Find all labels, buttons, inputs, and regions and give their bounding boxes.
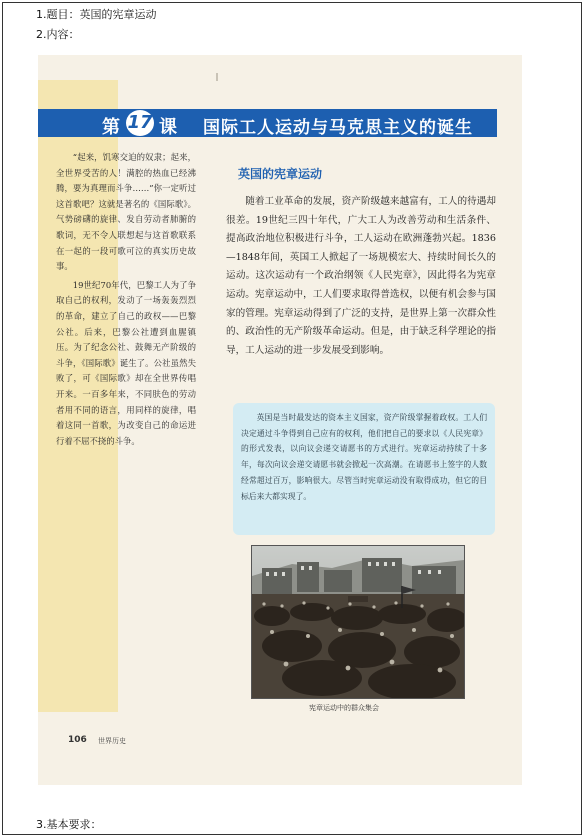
info-box-text: [241, 410, 487, 504]
lesson-number-badge: 17: [126, 110, 154, 136]
image-caption: 宪章运动中的群众集会: [309, 704, 379, 712]
intro-paragraph: “起来，饥寒交迫的奴隶；起来，全世界受苦的人！满腔的热血已经沸腾，要为真理而斗争……”你一定听过这首歌吧？这就是著名的《国际歌》。气势磅礴的旋律、发自劳动者肺腑的歌词，无不令人联想起与这首歌联系在一起的一段可歌可泣的真实历史故事。: [56, 152, 196, 272]
book-name: 世界历史: [98, 737, 126, 745]
section-title: 英国的宪章运动: [238, 167, 323, 181]
lesson-suffix: 课: [159, 117, 177, 138]
lesson-banner: [38, 109, 497, 137]
topic-line: 1.题目：英国的宪章运动: [36, 8, 157, 21]
chartist-rally-illustration: [251, 545, 465, 699]
lesson-prefix: 第: [102, 117, 120, 138]
intro-paragraph: 19世纪70年代，巴黎工人为了争取自己的权利，发动了一场轰轰烈烈的革命，建立了自己的政权——巴黎公社。后来，巴黎公社遭到血腥镇压。为了纪念公社、鼓舞无产阶级的斗争，《国际歌》诞生了。公社虽然失败了，可《国际歌》却在全世界传唱开来。一百多年来，不同肤色的劳动者用不同的语言，用同样的旋律，唱着这同一首歌，为改变自己的命运进行着不屈不挠的斗争。: [56, 279, 196, 446]
page-mark: [216, 73, 218, 81]
rally-engraving-image: [252, 546, 464, 698]
textbook-page: [38, 55, 522, 785]
lesson-title: 国际工人运动与马克思主义的诞生: [203, 118, 473, 138]
requirements-line: 3.基本要求：: [36, 818, 102, 831]
main-text: [226, 193, 496, 360]
info-box-paragraph: 英国是当时最发达的资本主义国家，资产阶级掌握着政权。工人们决定通过斗争得到自己应有的权利，他们把自己的要求以《人民宪章》的形式发表，以向议会递交请愿书的方式进行。宪章运动持续了十多年，每次向议会递交请愿书就会掀起一次高潮。在请愿书上签字的人数经常超过百万，影响很大。尽管当时宪章运动没有取得成功，但它的目标后来大都实现了。: [241, 413, 487, 501]
page-number: 106: [68, 735, 87, 745]
content-line: 2.内容：: [36, 28, 80, 41]
main-paragraph: 随着工业革命的发展，资产阶级越来越富有，工人的待遇却很差。19世纪三四十年代，广大工人为改善劳动和生活条件、提高政治地位积极进行斗争，工人运动在欧洲蓬勃兴起。1836—1848年间，英国工人掀起了一场规模宏大、持续时间长久的运动。这次运动有一个政治纲领《人民宪章》，因此得名为宪章运动。宪章运动中，工人们要求取得普选权，以便有机会参与国家的管理。宪章运动得到了广泛的支持，是世界上第一次群众性的、政治性的无产阶级革命运动。但是，由于缺乏科学理论的指导，工人运动的进一步发展受到影响。: [226, 196, 496, 356]
intro-sidebar-text: [56, 150, 196, 452]
info-box: [233, 403, 495, 535]
